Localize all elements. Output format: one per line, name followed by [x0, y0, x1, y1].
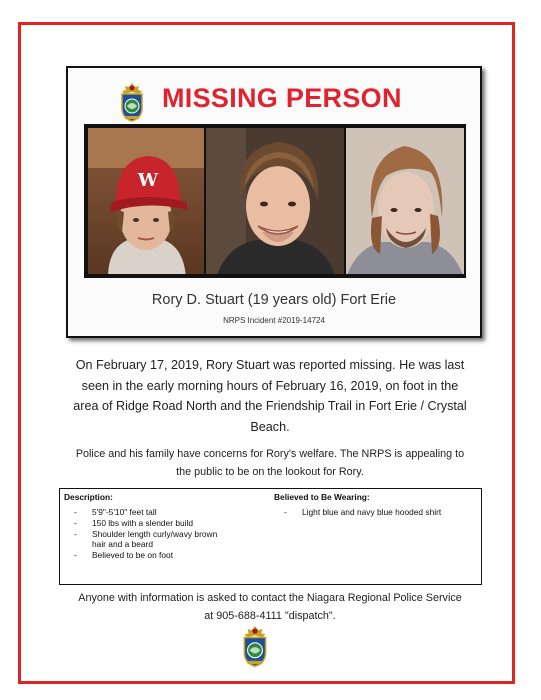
contact-line: Anyone with information is asked to contact the Niagara Regional Police Service [78, 592, 462, 604]
concern-line: Police and his family have concerns for Rory's welfare. The NRPS is appealing to [75, 448, 465, 460]
intro-line: area of Ridge Road North and the Friendship Trail in Fort Erie / Crystal [73, 399, 467, 413]
description-item-text: Believed to be on foot [92, 550, 174, 560]
description-column [64, 492, 279, 561]
description-item [64, 507, 279, 517]
cap-letter: W [137, 170, 159, 191]
wearing-item-text: Light blue and navy blue hooded shirt [302, 507, 442, 517]
bullet: - [74, 529, 77, 539]
intro-line: Beach. [250, 419, 290, 434]
description-item [64, 518, 279, 528]
poster-title: MISSING PERSON [162, 83, 402, 113]
concern-paragraph [50, 445, 490, 481]
description-item [64, 529, 279, 549]
concern-line: the public to be on the lookout for Rory. [176, 466, 364, 478]
wearing-item [274, 507, 474, 517]
bullet: - [284, 507, 287, 517]
description-item-text: Shoulder length curly/wavy brown hair and a beard [92, 529, 218, 549]
photo-red-cap [88, 128, 204, 274]
photo-sketch [346, 128, 464, 274]
description-heading: Description: [64, 492, 113, 502]
wearing-column [274, 492, 474, 518]
contact-line: at 905-688-4111 "dispatch". [204, 610, 336, 622]
description-item-text: 5'9"-5'10" feet tall [92, 507, 157, 517]
poster-name-line: Rory D. Stuart (19 years old) Fort Erie [151, 292, 397, 308]
police-crest-icon [116, 82, 148, 122]
bullet: - [74, 518, 77, 528]
contact-paragraph [50, 589, 490, 625]
photo-smiling [206, 128, 344, 274]
bullet: - [74, 550, 77, 560]
details-box [59, 488, 482, 585]
photo-strip [84, 124, 466, 278]
intro-paragraph [50, 355, 490, 437]
poster-incident-number: NRPS Incident #2019-14724 [223, 316, 325, 325]
missing-person-poster [66, 66, 482, 338]
description-item-text: 150 lbs with a slender build [92, 518, 194, 528]
police-crest-icon [238, 624, 272, 668]
intro-line: On February 17, 2019, Rory Stuart was reported missing. He was last [75, 358, 465, 372]
description-item [64, 550, 279, 560]
wearing-heading: Believed to Be Wearing: [274, 492, 370, 502]
intro-line: seen in the early morning hours of February 16, 2019, on foot in the [81, 378, 459, 393]
bullet: - [74, 507, 77, 517]
poster-header [68, 78, 480, 126]
